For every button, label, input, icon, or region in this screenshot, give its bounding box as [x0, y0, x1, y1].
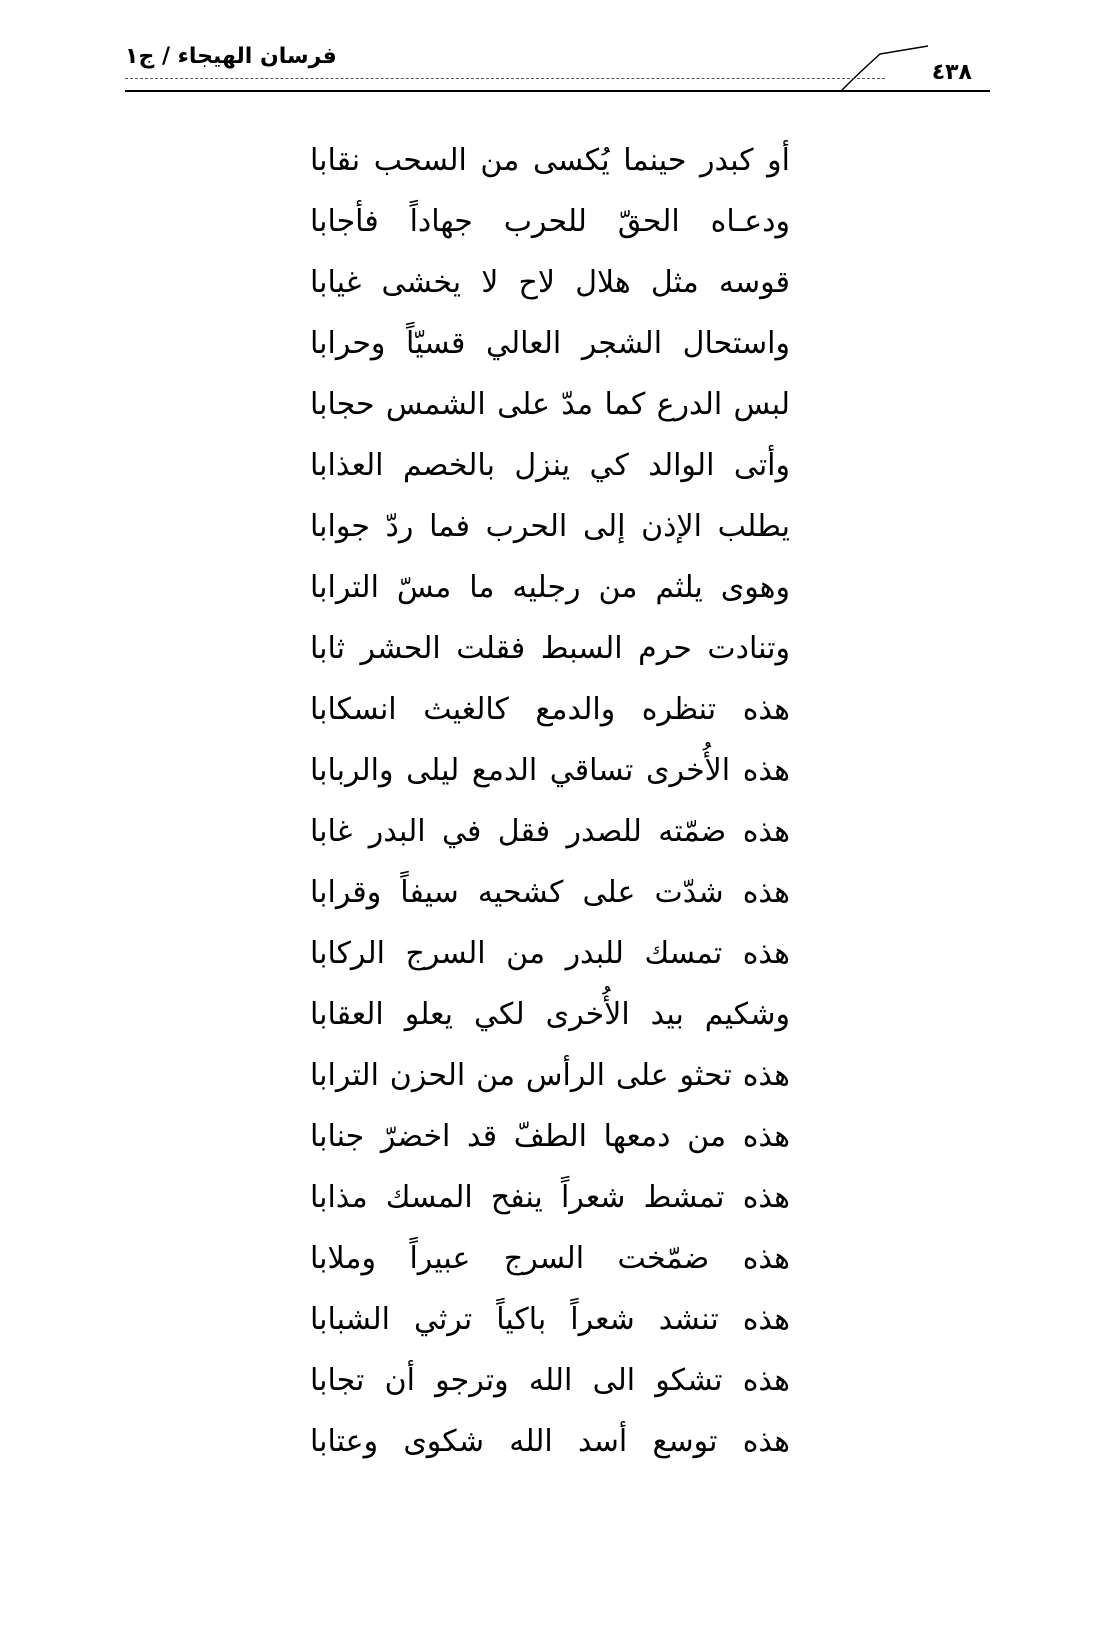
header-flourish-ornament [840, 42, 930, 92]
verse-line: هذه شدّت على كشحيه سيفاً وقرابا [310, 875, 790, 910]
verse-line: وشكيم بيد الأُخرى لكي يعلو العقابا [310, 997, 790, 1032]
verse-line: لبس الدرع كما مدّ على الشمس حجابا [310, 387, 790, 422]
verse-line: قوسه مثل هلال لاح لا يخشى غيابا [310, 265, 790, 300]
verse-line: واستحال الشجر العالي قسيّاً وحرابا [310, 326, 790, 361]
verse-line: هذه تحثو على الرأس من الحزن الترابا [310, 1058, 790, 1093]
header-dashed-rule [125, 78, 885, 79]
verse-line: هذه من دمعها الطفّ قد اخضرّ جنابا [310, 1119, 790, 1154]
verse-line: هذه توسع أسد الله شكوى وعتابا [310, 1424, 790, 1459]
verse-line: هذه تمسك للبدر من السرج الركابا [310, 936, 790, 971]
verse-line: أو كبدر حينما يُكسى من السحب نقابا [310, 143, 790, 178]
verse-line: هذه تنشد شعراً باكياً ترثي الشبابا [310, 1302, 790, 1337]
verse-line: يطلب الإذن إلى الحرب فما ردّ جوابا [310, 509, 790, 544]
verse-line: هذه ضمّخت السرج عبيراً وملابا [310, 1241, 790, 1276]
running-title: فرسان الهيجاء / ج١ [125, 44, 337, 69]
verse-line: وأتى الوالد كي ينزل بالخصم العذابا [310, 448, 790, 483]
verse-line: وتنادت حرم السبط فقلت الحشر ثابا [310, 631, 790, 666]
verse-line: ودعـاه الحقّ للحرب جهاداً فأجابا [310, 204, 790, 239]
verse-line: هذه تنظره والدمع كالغيث انسكابا [310, 692, 790, 727]
page-header [125, 40, 990, 100]
verse-line: هذه ضمّته للصدر فقل في البدر غابا [310, 814, 790, 849]
page-number: ٤٣٨ [931, 60, 972, 85]
verse-line: هذه تشكو الى الله وترجو أن تجابا [310, 1363, 790, 1398]
poem-body [310, 130, 790, 1472]
verse-line: هذه الأُخرى تساقي الدمع ليلى والربابا [310, 753, 790, 788]
header-rule [125, 90, 990, 92]
verse-line: وهوى يلثم من رجليه ما مسّ الترابا [310, 570, 790, 605]
verse-line: هذه تمشط شعراً ينفح المسك مذابا [310, 1180, 790, 1215]
